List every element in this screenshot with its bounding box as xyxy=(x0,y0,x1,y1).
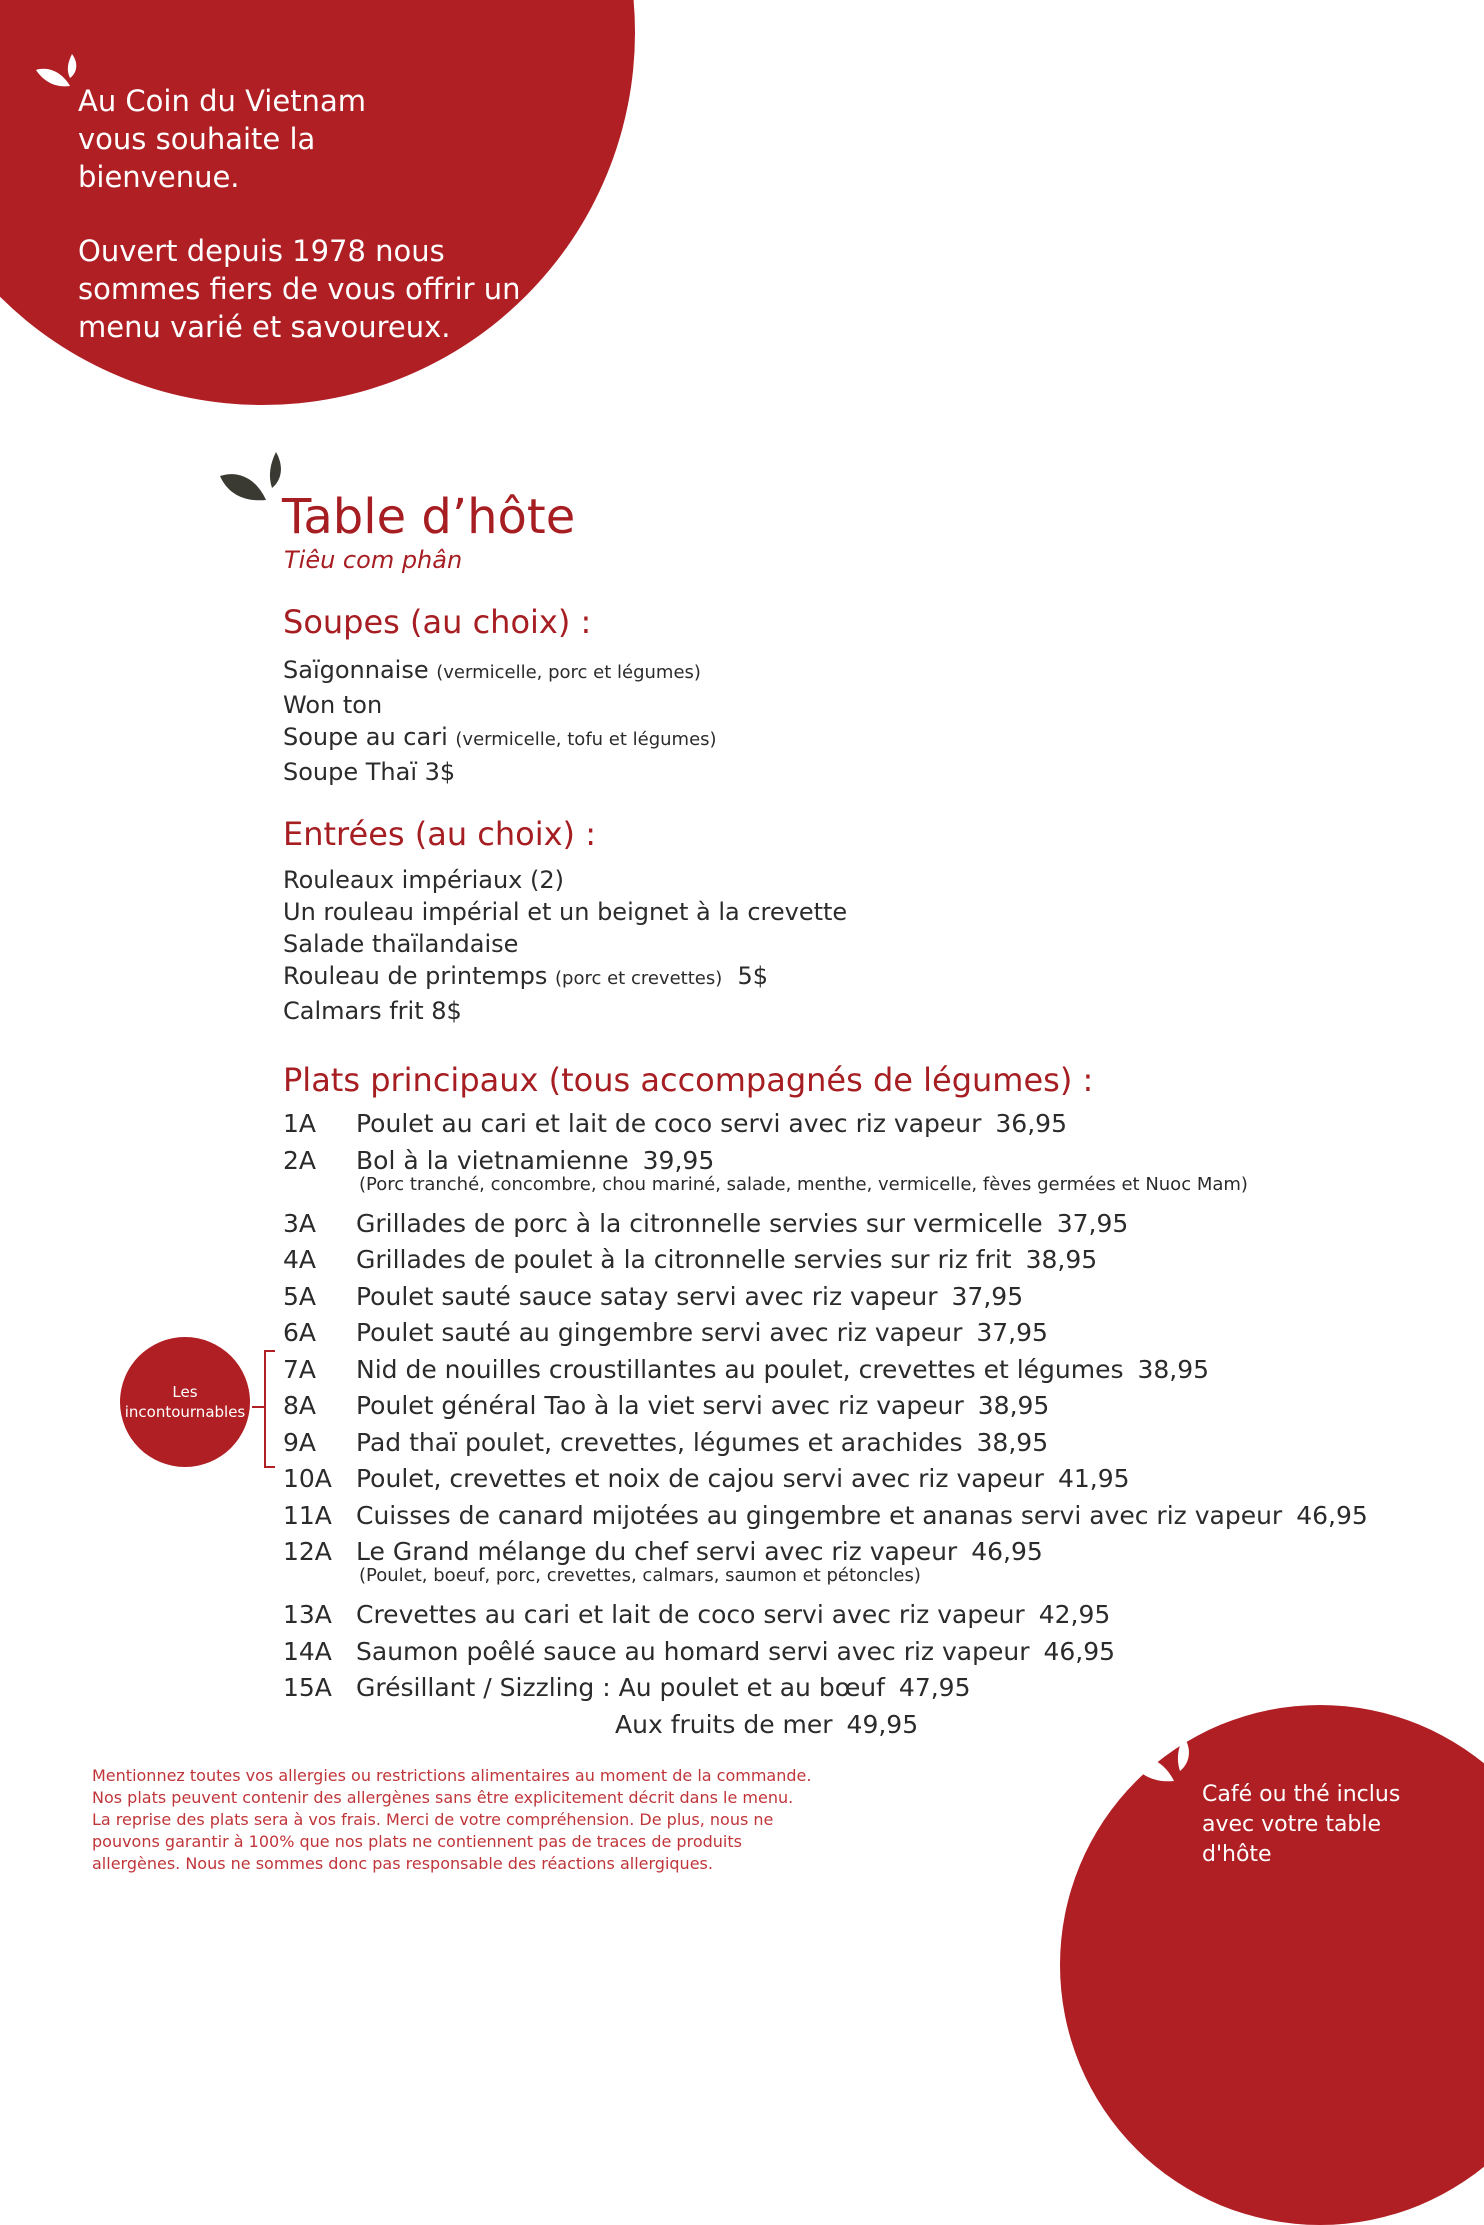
list-item: Soupe au cari (vermicelle, tofu et légumes) xyxy=(283,723,717,751)
list-item: Won ton xyxy=(283,691,383,719)
table-row: 14A Saumon poêlé sauce au homard servi avec riz vapeur 46,95 xyxy=(283,1636,1116,1666)
incontournables-bracket xyxy=(264,1350,275,1468)
list-item: Un rouleau impérial et un beignet à la crevette xyxy=(283,898,848,926)
soupes-list xyxy=(283,654,717,788)
incontournables-line-1: Les xyxy=(172,1383,198,1401)
welcome-line-1: Au Coin du Vietnam vous souhaite la bienvenue. xyxy=(78,84,366,194)
table-row: 11A Cuisses de canard mijotées au gingembre et ananas servi avec riz vapeur 46,95 xyxy=(283,1500,1368,1530)
incontournables-line-2: incontournables xyxy=(124,1403,246,1421)
table-row: 12A Le Grand mélange du chef servi avec riz vapeur 46,95 (Poulet, boeuf, porc, crevettes, calmars, saumon et pétoncles) xyxy=(283,1537,1043,1586)
page-subtitle: Tiêu com phân xyxy=(284,546,463,574)
table-row: 6A Poulet sauté au gingembre servi avec riz vapeur 37,95 xyxy=(283,1318,1048,1347)
plats-heading: Plats principaux (tous accompagnés de légumes) : xyxy=(283,1061,1094,1099)
entrees-heading: Entrées (au choix) : xyxy=(283,815,596,853)
leaf-icon-welcome xyxy=(34,52,84,94)
welcome-line-2: Ouvert depuis 1978 nous sommes fiers de vous offrir un menu varié et savoureux. xyxy=(78,234,521,344)
table-row: 1A Poulet au cari et lait de coco servi avec riz vapeur 36,95 xyxy=(283,1109,1067,1138)
incontournables-badge xyxy=(120,1337,250,1467)
table-row: 8A Poulet général Tao à la viet servi avec riz vapeur 38,95 xyxy=(283,1391,1050,1420)
list-item: Salade thaïlandaise xyxy=(283,930,519,958)
table-row: 10A Poulet, crevettes et noix de cajou servi avec riz vapeur 41,95 xyxy=(283,1464,1130,1493)
table-row: 15A Grésillant / Sizzling : Au poulet et au bœuf 47,95 xyxy=(283,1673,971,1702)
leaf-icon-title xyxy=(218,450,284,508)
table-row: 13A Crevettes au cari et lait de coco servi avec riz vapeur 42,95 xyxy=(283,1600,1111,1629)
list-item: Calmars frit 8$ xyxy=(283,997,462,1025)
page-title: Table d’hôte xyxy=(282,489,576,545)
entrees-list xyxy=(283,864,847,1027)
plats-list xyxy=(283,1106,1368,1743)
cafe-note: Café ou thé inclus avec votre table d'hôte xyxy=(1202,1782,1401,1867)
list-item: Rouleau de printemps (porc et crevettes) 5$ xyxy=(283,962,769,990)
table-row: 5A Poulet sauté sauce satay servi avec riz vapeur 37,95 xyxy=(283,1281,1024,1311)
table-row: 2A Bol à la vietnamienne 39,95 (Porc tranché, concombre, chou mariné, salade, menthe, vermicelle, fèves germées et Nuoc Mam) xyxy=(283,1145,1248,1195)
list-item: Soupe Thaï 3$ xyxy=(283,758,456,786)
table-row: 9A Pad thaï poulet, crevettes, légumes et arachides 38,95 xyxy=(283,1427,1049,1457)
list-item: Saïgonnaise (vermicelle, porc et légumes) xyxy=(283,656,701,684)
list-item: Rouleaux impériaux (2) xyxy=(283,866,565,894)
table-row: 4A Grillades de poulet à la citronnelle servies sur riz frit 38,95 xyxy=(283,1245,1098,1274)
leaf-icon-cafe xyxy=(1128,1735,1192,1789)
allergy-note: Mentionnez toutes vos allergies ou restrictions alimentaires au moment de la commande. Nos plats peuvent contenir des allergènes sans être explicitement décrit dans le menu. La reprise des plats sera à vos frais. Merci de votre compréhension. De plus, nous ne pouvons garantir à 100% que nos plats ne contiennent pas de traces de produits allergènes. Nous ne sommes donc pas responsable des réactions allergiques. xyxy=(92,1766,812,1873)
table-row-extra: Aux fruits de mer 49,95 xyxy=(615,1709,919,1739)
incontournables-bracket-tick xyxy=(252,1406,265,1408)
table-row: 7A Nid de nouilles croustillantes au poulet, crevettes et légumes 38,95 xyxy=(283,1354,1210,1384)
welcome-text xyxy=(78,82,578,382)
table-row: 3A Grillades de porc à la citronnelle servies sur vermicelle 37,95 xyxy=(283,1208,1129,1238)
soupes-heading: Soupes (au choix) : xyxy=(283,603,592,641)
